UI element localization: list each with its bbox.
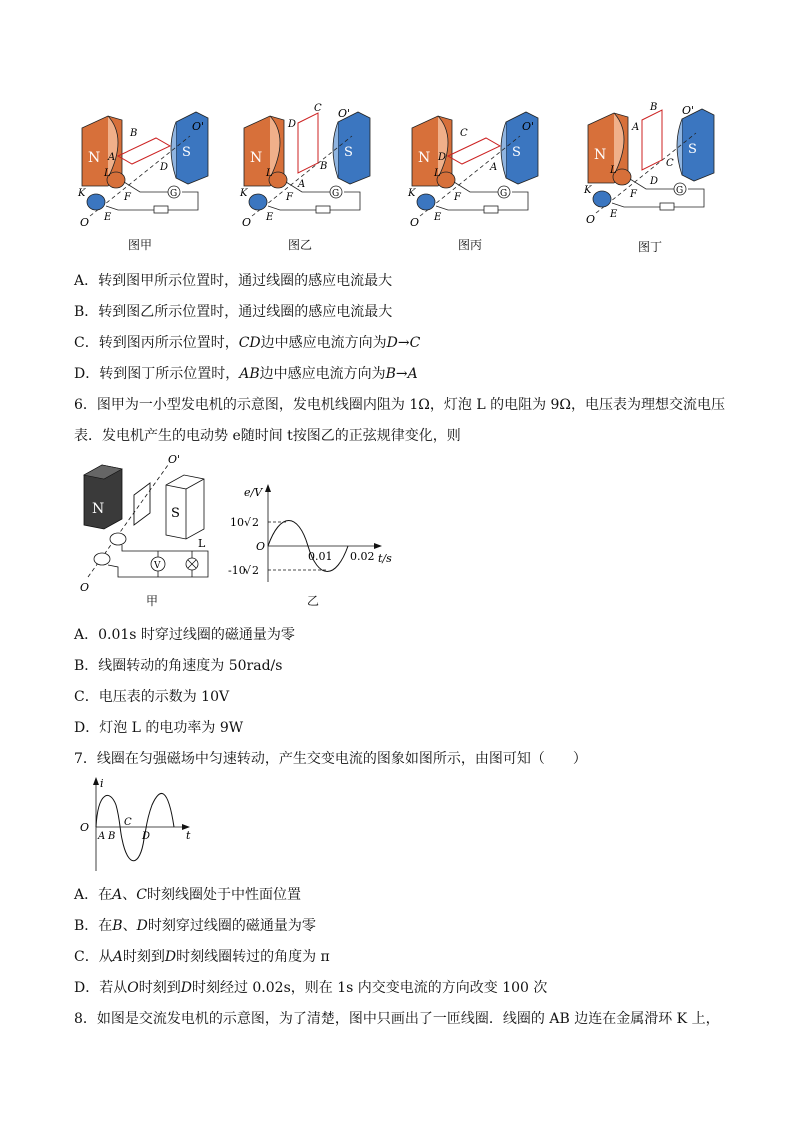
q5-option-a: A．转到图甲所示位置时，通过线圈的感应电流最大 xyxy=(74,273,393,289)
svg-text:L: L xyxy=(104,168,111,179)
svg-text:2: 2 xyxy=(252,516,259,529)
svg-text:C: C xyxy=(460,128,468,139)
svg-text:D: D xyxy=(160,162,169,173)
q5-option-c-edge: CD xyxy=(238,335,261,351)
q7-b-t1: B xyxy=(112,918,123,934)
svg-text:S: S xyxy=(512,145,521,160)
q8-stem-line1: 8．如图是交流发电机的示意图，为了清楚，图中只画出了一匝线圈．线圈的 AB 边连在金属滑环 K 上， xyxy=(74,1011,720,1027)
svg-text:F: F xyxy=(454,192,461,203)
svg-text:A: A xyxy=(108,152,116,163)
q7-option-c xyxy=(74,948,330,966)
svg-text:S: S xyxy=(344,145,353,160)
svg-text:D: D xyxy=(650,176,659,187)
svg-text:D: D xyxy=(438,152,447,163)
svg-text:V: V xyxy=(154,561,161,571)
q6-stem-line1: 6．图甲为一小型发电机的示意图，发电机线圈内阻为 1Ω，灯泡 L 的电阻为 9Ω，电压表为理想交流电压 xyxy=(74,397,726,413)
svg-text:N: N xyxy=(594,147,607,163)
svg-text:t: t xyxy=(186,829,191,842)
svg-text:S: S xyxy=(171,506,180,521)
svg-text:e/V: e/V xyxy=(244,486,263,499)
q7-c-post: 时刻线圈转过的角度为 π xyxy=(176,949,330,965)
svg-text:O': O' xyxy=(682,104,695,117)
generator-figure-ding xyxy=(584,100,724,230)
svg-text:D: D xyxy=(142,831,151,842)
svg-text:F: F xyxy=(630,189,637,200)
q7-d-post: 时刻经过 0.02s，则在 1s 内交变电流的方向改变 100 次 xyxy=(191,980,548,996)
q6-caption-yi: 乙 xyxy=(306,594,319,608)
q5-option-c xyxy=(74,334,420,352)
svg-text:O: O xyxy=(80,821,90,834)
q7-stem: 7．线圈在匀强磁场中匀速转动，产生交变电流的图象如图所示，由图可知（ ） xyxy=(74,751,587,767)
svg-text:10: 10 xyxy=(230,516,244,529)
q7-a-pre: A．在 xyxy=(74,887,113,903)
svg-text:C: C xyxy=(124,817,132,828)
svg-text:K: K xyxy=(408,188,416,199)
generator-figure-jia xyxy=(78,108,218,228)
q5-option-c-dir: D→C xyxy=(386,335,421,351)
svg-text:A: A xyxy=(298,179,306,190)
q7-option-d xyxy=(74,979,547,997)
svg-text:√: √ xyxy=(244,564,252,577)
q7-a-t1: A xyxy=(112,887,123,903)
q7-c-mid: 时刻到 xyxy=(122,949,165,965)
svg-text:0.02: 0.02 xyxy=(350,550,375,563)
svg-text:t/s: t/s xyxy=(378,552,392,565)
svg-text:B: B xyxy=(320,161,328,172)
svg-text:A: A xyxy=(98,831,106,842)
q7-d-t2: D xyxy=(180,980,192,996)
q6-emf-graph xyxy=(228,482,392,592)
svg-text:F: F xyxy=(286,192,293,203)
svg-text:G: G xyxy=(676,186,684,196)
q7-option-b xyxy=(74,917,316,935)
svg-text:S: S xyxy=(688,142,697,157)
svg-text:L: L xyxy=(266,168,273,179)
q6-option-a: A．0.01s 时穿过线圈的磁通量为零 xyxy=(74,627,295,643)
q5-option-c-pre: C．转到图丙所示位置时， xyxy=(74,335,239,351)
q5-option-d-dir: B→A xyxy=(385,366,418,382)
svg-text:E: E xyxy=(104,212,112,223)
svg-text:2: 2 xyxy=(252,564,259,577)
svg-text:A: A xyxy=(632,122,640,133)
q6-stem-line2: 表．发电机产生的电动势 e随时间 t按图乙的正弦规律变化，则 xyxy=(74,428,461,444)
q6-generator-diagram xyxy=(78,455,218,595)
svg-text:O': O' xyxy=(338,107,351,120)
q7-d-pre: D．若从 xyxy=(74,980,128,996)
svg-text:O': O' xyxy=(192,120,205,133)
svg-text:O: O xyxy=(80,216,90,229)
svg-text:E: E xyxy=(610,209,618,220)
generator-figure-yi xyxy=(240,103,380,228)
svg-text:B: B xyxy=(108,831,116,842)
q6-option-c: C．电压表的示数为 10V xyxy=(74,689,230,705)
svg-text:S: S xyxy=(182,145,191,160)
svg-text:L: L xyxy=(198,537,206,550)
svg-text:G: G xyxy=(170,189,178,199)
q5-option-d-pre: D．转到图丁所示位置时， xyxy=(74,366,240,382)
svg-text:O: O xyxy=(410,216,420,229)
svg-text:C: C xyxy=(666,158,674,169)
q7-a-post: 时刻线圈处于中性面位置 xyxy=(146,887,301,903)
caption-ding: 图丁 xyxy=(637,240,662,254)
svg-text:√: √ xyxy=(244,516,252,529)
svg-text:F: F xyxy=(124,192,131,203)
q7-a-t2: C xyxy=(136,887,147,903)
q5-option-b: B．转到图乙所示位置时，通过线圈的感应电流最大 xyxy=(74,304,393,320)
svg-text:B: B xyxy=(650,102,658,113)
svg-text:D: D xyxy=(288,119,297,130)
q5-option-d-edge: AB xyxy=(239,366,260,382)
q7-b-pre: B．在 xyxy=(74,918,113,934)
q7-d-mid: 时刻到 xyxy=(138,980,181,996)
svg-text:O': O' xyxy=(522,120,535,133)
q7-c-t2: D xyxy=(164,949,177,965)
svg-text:G: G xyxy=(332,189,340,199)
q6-caption-jia: 甲 xyxy=(145,594,158,608)
caption-yi: 图乙 xyxy=(287,238,312,252)
svg-text:L: L xyxy=(434,168,441,179)
svg-text:K: K xyxy=(240,188,248,199)
svg-text:C: C xyxy=(314,103,322,114)
svg-text:K: K xyxy=(584,185,592,196)
svg-text:N: N xyxy=(418,150,431,166)
svg-text:K: K xyxy=(78,188,86,199)
generator-figure-bing xyxy=(408,108,548,228)
caption-jia: 图甲 xyxy=(127,238,152,252)
svg-text:E: E xyxy=(434,212,442,223)
q7-b-post: 时刻穿过线圈的磁通量为零 xyxy=(147,918,316,934)
svg-text:N: N xyxy=(88,150,101,166)
q7-c-t1: A xyxy=(112,949,123,965)
svg-text:N: N xyxy=(250,150,263,166)
svg-text:O': O' xyxy=(168,453,181,466)
svg-text:0.01: 0.01 xyxy=(308,550,333,563)
q6-option-b: B．线圈转动的角速度为 50rad/s xyxy=(74,658,283,674)
svg-text:O: O xyxy=(242,216,252,229)
svg-text:G: G xyxy=(500,189,508,199)
svg-text:O: O xyxy=(586,213,596,226)
q7-option-a xyxy=(74,886,301,904)
q7-a-sep: 、 xyxy=(122,887,137,903)
svg-text:i: i xyxy=(100,777,104,790)
svg-text:B: B xyxy=(130,128,138,139)
q7-b-t2: D xyxy=(136,918,148,934)
q5-option-c-mid: 边中感应电流方向为 xyxy=(260,335,387,351)
svg-text:L: L xyxy=(610,165,617,176)
svg-text:E: E xyxy=(266,212,274,223)
q6-option-d: D．灯泡 L 的电功率为 9W xyxy=(74,720,244,736)
q7-current-graph xyxy=(74,775,194,875)
svg-text:-10: -10 xyxy=(228,564,246,577)
q5-option-d-mid: 边中感应电流方向为 xyxy=(259,366,386,382)
svg-text:O: O xyxy=(80,581,90,594)
q7-d-t1: O xyxy=(127,980,139,996)
svg-text:A: A xyxy=(490,162,498,173)
svg-text:N: N xyxy=(92,501,105,517)
q7-b-sep: 、 xyxy=(122,918,137,934)
caption-bing: 图丙 xyxy=(457,238,482,252)
q7-c-pre: C．从 xyxy=(74,949,113,965)
q5-option-d xyxy=(74,365,418,383)
svg-text:O: O xyxy=(256,540,266,553)
